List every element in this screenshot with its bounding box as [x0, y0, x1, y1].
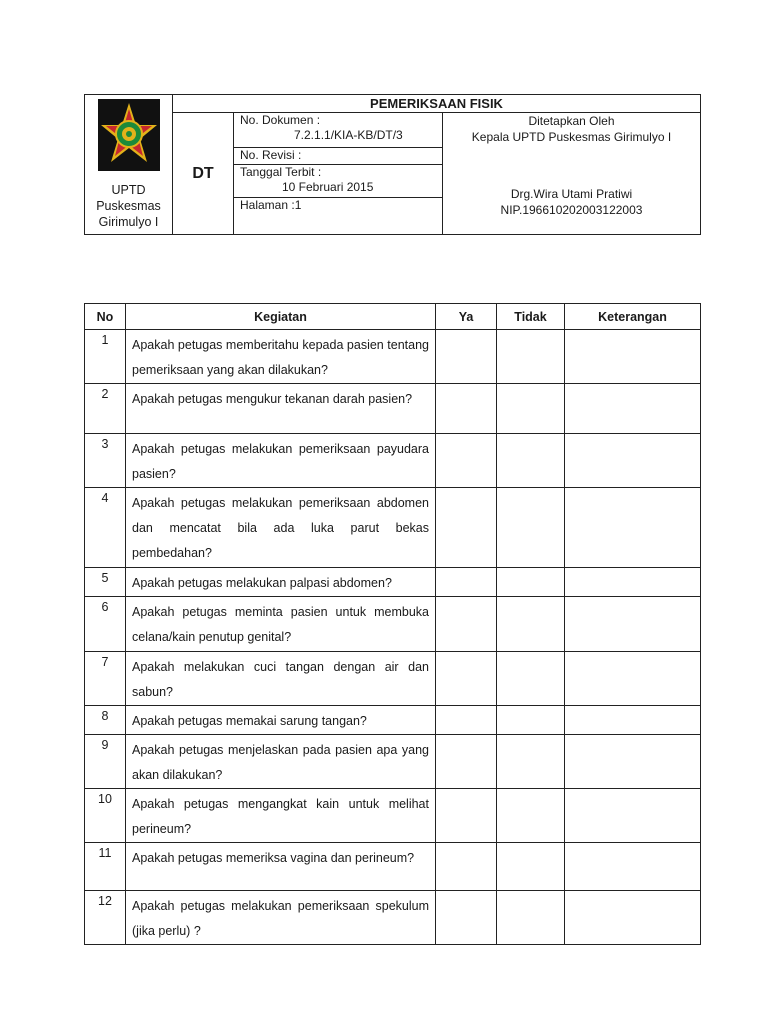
row-question: Apakah petugas melakukan pemeriksaan spekulum (jika perlu) ? [126, 891, 436, 945]
approval-block [443, 113, 701, 235]
table-row [85, 891, 701, 945]
row-question: Apakah petugas melakukan palpasi abdomen? [126, 568, 436, 597]
row-ya-cell[interactable] [436, 891, 497, 945]
document-title: PEMERIKSAAN FISIK [173, 95, 701, 113]
row-tidak-cell[interactable] [497, 706, 565, 735]
row-number: 2 [85, 384, 126, 434]
row-question: Apakah petugas memakai sarung tangan? [126, 706, 436, 735]
row-ya-cell[interactable] [436, 652, 497, 706]
logo-cell [85, 95, 173, 235]
table-row [85, 330, 701, 384]
row-keterangan-cell[interactable] [565, 706, 701, 735]
row-number: 11 [85, 843, 126, 891]
row-tidak-cell[interactable] [497, 384, 565, 434]
row-tidak-cell[interactable] [497, 434, 565, 488]
col-kegiatan: Kegiatan [126, 304, 436, 330]
row-ya-cell[interactable] [436, 488, 497, 568]
row-keterangan-cell[interactable] [565, 568, 701, 597]
col-ya: Ya [436, 304, 497, 330]
row-tidak-cell[interactable] [497, 891, 565, 945]
table-row [85, 568, 701, 597]
row-keterangan-cell[interactable] [565, 652, 701, 706]
row-number: 12 [85, 891, 126, 945]
row-number: 4 [85, 488, 126, 568]
row-keterangan-cell[interactable] [565, 597, 701, 652]
checklist-table [84, 303, 701, 945]
row-ya-cell[interactable] [436, 434, 497, 488]
row-keterangan-cell[interactable] [565, 789, 701, 843]
table-row [85, 706, 701, 735]
approval-line1: Ditetapkan Oleh [528, 114, 615, 128]
row-tidak-cell[interactable] [497, 652, 565, 706]
row-ya-cell[interactable] [436, 735, 497, 789]
row-number: 5 [85, 568, 126, 597]
table-row [85, 597, 701, 652]
approver-nip: NIP.196610202003122003 [500, 203, 643, 217]
row-keterangan-cell[interactable] [565, 843, 701, 891]
approval-line2: Kepala UPTD Puskesmas Girimulyo I [471, 130, 672, 144]
row-number: 9 [85, 735, 126, 789]
row-tidak-cell[interactable] [497, 330, 565, 384]
table-row [85, 735, 701, 789]
document-code: DT [173, 113, 234, 235]
row-number: 6 [85, 597, 126, 652]
row-tidak-cell[interactable] [497, 597, 565, 652]
row-question: Apakah petugas memberitahu kepada pasien tentang pemeriksaan yang akan dilakukan? [126, 330, 436, 384]
row-tidak-cell[interactable] [497, 789, 565, 843]
row-tidak-cell[interactable] [497, 843, 565, 891]
revision-number: No. Revisi : [234, 148, 443, 165]
table-row [85, 652, 701, 706]
row-number: 8 [85, 706, 126, 735]
row-question: Apakah petugas memeriksa vagina dan perineum? [126, 843, 436, 891]
approver-name: Drg.Wira Utami Pratiwi [510, 187, 633, 201]
row-number: 10 [85, 789, 126, 843]
row-keterangan-cell[interactable] [565, 384, 701, 434]
row-tidak-cell[interactable] [497, 488, 565, 568]
row-question: Apakah petugas mengangkat kain untuk melihat perineum? [126, 789, 436, 843]
col-tidak: Tidak [497, 304, 565, 330]
row-number: 3 [85, 434, 126, 488]
row-question: Apakah petugas meminta pasien untuk membuka celana/kain penutup genital? [126, 597, 436, 652]
row-ya-cell[interactable] [436, 384, 497, 434]
row-ya-cell[interactable] [436, 330, 497, 384]
row-number: 7 [85, 652, 126, 706]
issue-date: Tanggal Terbit : 10 Februari 2015 [234, 165, 443, 198]
row-question: Apakah petugas melakukan pemeriksaan payudara pasien? [126, 434, 436, 488]
row-ya-cell[interactable] [436, 843, 497, 891]
row-tidak-cell[interactable] [497, 735, 565, 789]
row-keterangan-cell[interactable] [565, 330, 701, 384]
col-no: No [85, 304, 126, 330]
doc-number: No. Dokumen : 7.2.1.1/KIA-KB/DT/3 [234, 113, 443, 148]
row-question: Apakah petugas menjelaskan pada pasien apa yang akan dilakukan? [126, 735, 436, 789]
row-ya-cell[interactable] [436, 568, 497, 597]
table-row [85, 384, 701, 434]
table-row [85, 488, 701, 568]
row-keterangan-cell[interactable] [565, 488, 701, 568]
row-keterangan-cell[interactable] [565, 434, 701, 488]
row-keterangan-cell[interactable] [565, 891, 701, 945]
row-tidak-cell[interactable] [497, 568, 565, 597]
row-question: Apakah melakukan cuci tangan dengan air dan sabun? [126, 652, 436, 706]
checklist-header-row [85, 304, 701, 330]
row-ya-cell[interactable] [436, 789, 497, 843]
table-row [85, 789, 701, 843]
puskesmas-logo [85, 99, 172, 171]
row-ya-cell[interactable] [436, 706, 497, 735]
row-question: Apakah petugas melakukan pemeriksaan abdomen dan mencatat bila ada luka parut bekas pembedahan? [126, 488, 436, 568]
document-header [84, 94, 701, 235]
row-number: 1 [85, 330, 126, 384]
col-keterangan: Keterangan [565, 304, 701, 330]
table-row [85, 843, 701, 891]
row-question: Apakah petugas mengukur tekanan darah pasien? [126, 384, 436, 434]
row-ya-cell[interactable] [436, 597, 497, 652]
row-keterangan-cell[interactable] [565, 735, 701, 789]
table-row [85, 434, 701, 488]
page-number: Halaman :1 [234, 198, 443, 235]
logo-caption: UPTD Puskesmas Girimulyo I [96, 183, 161, 229]
